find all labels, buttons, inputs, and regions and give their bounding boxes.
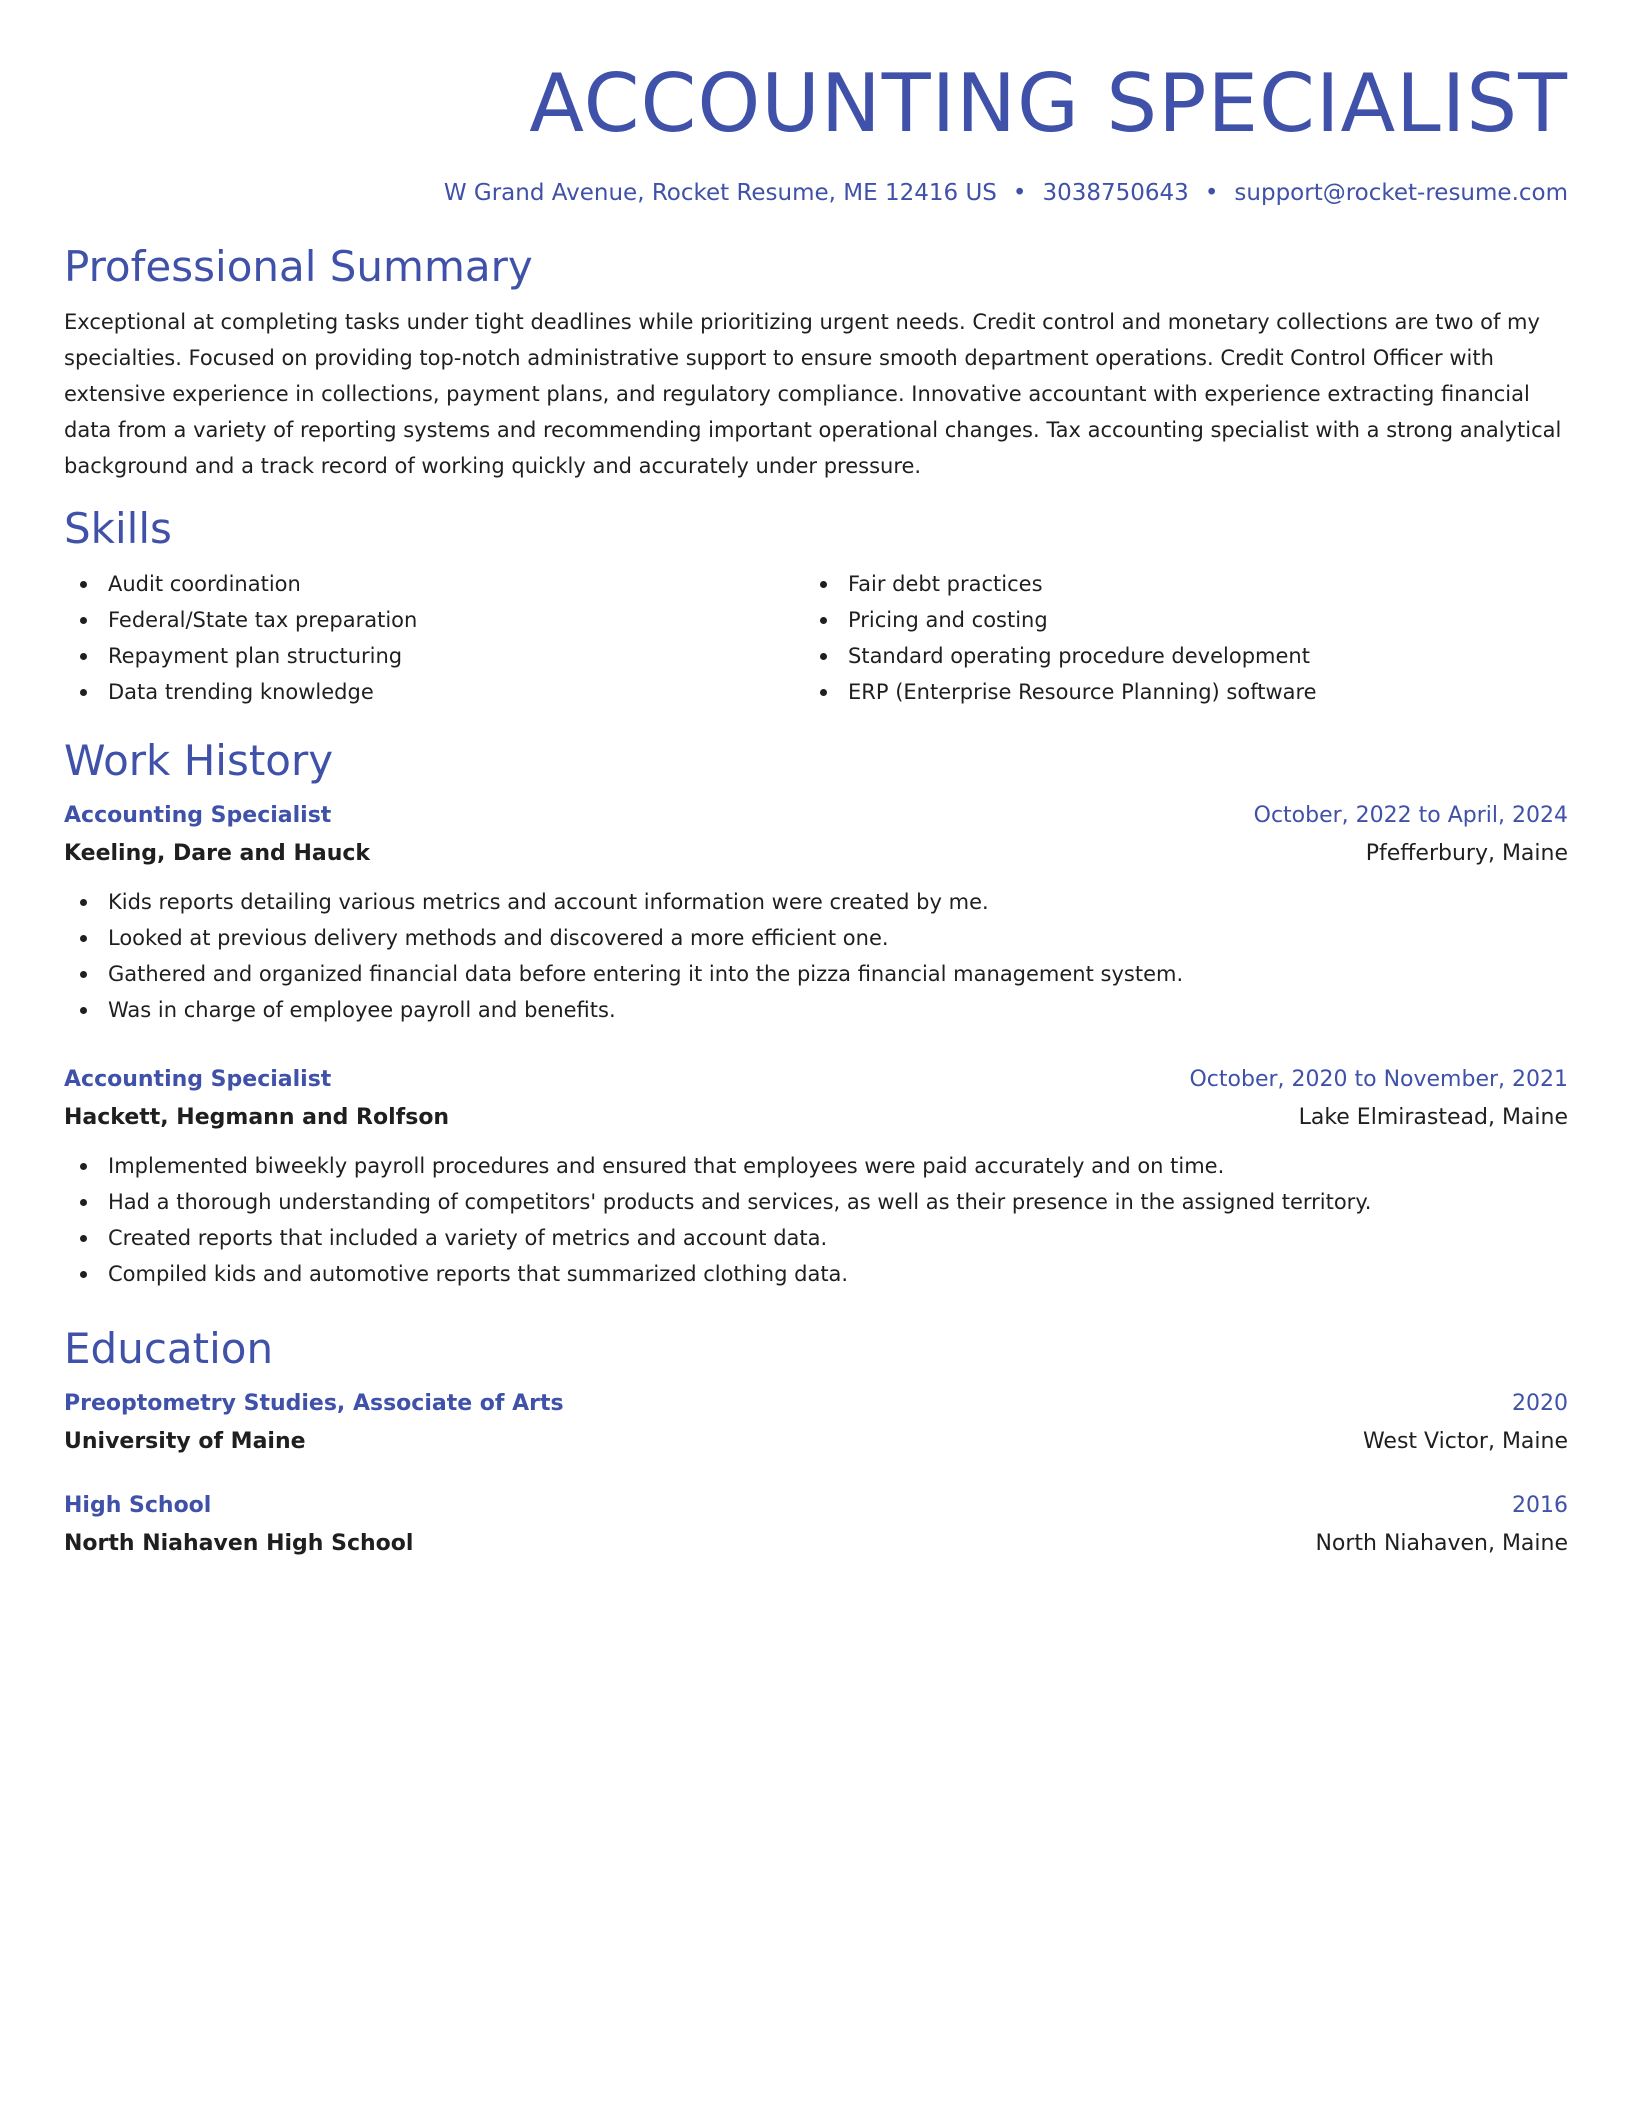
- candidate-title: ACCOUNTING SPECIALIST: [529, 57, 1568, 150]
- bullet-icon: [80, 581, 87, 588]
- bullet-icon: [820, 689, 827, 696]
- job-bullet: Had a thorough understanding of competitors' products and services, as well as their presence in the assigned territory.: [64, 1184, 1568, 1220]
- contact-phone: 3038750643: [1042, 180, 1189, 206]
- school-location: West Victor, Maine: [1362, 1429, 1568, 1454]
- bullet-icon: [80, 935, 87, 942]
- summary-heading: Professional Summary: [64, 242, 533, 291]
- job-entry: [64, 798, 1568, 1028]
- skill-item: Fair debt practices: [804, 566, 1544, 602]
- bullet-icon: [80, 1235, 87, 1242]
- skill-item: Standard operating procedure development: [804, 638, 1544, 674]
- work-history-heading: Work History: [64, 736, 334, 785]
- bullet-icon: [80, 689, 87, 696]
- contact-separator: •: [1012, 180, 1027, 206]
- skills-grid: [64, 566, 1568, 710]
- school-name: University of Maine: [64, 1429, 306, 1454]
- bullet-icon: [820, 653, 827, 660]
- job-location: Lake Elmirastead, Maine: [1298, 1105, 1568, 1130]
- resume-header: [64, 56, 1568, 208]
- bullet-icon: [80, 653, 87, 660]
- bullet-icon: [80, 1199, 87, 1206]
- degree-title: Preoptometry Studies, Associate of Arts: [64, 1391, 564, 1416]
- skill-item: ERP (Enterprise Resource Planning) software: [804, 674, 1544, 710]
- education-year: 2020: [1512, 1391, 1568, 1416]
- job-company: Hackett, Hegmann and Rolfson: [64, 1105, 450, 1130]
- bullet-icon: [80, 1163, 87, 1170]
- bullet-icon: [820, 581, 827, 588]
- job-bullet: Kids reports detailing various metrics and account information were created by me.: [64, 884, 1568, 920]
- job-title: Accounting Specialist: [64, 803, 332, 828]
- skills-heading: Skills: [64, 504, 172, 553]
- skills-column-left: [64, 566, 804, 710]
- education-entry: [64, 1386, 1568, 1462]
- job-dates: October, 2020 to November, 2021: [1189, 1067, 1568, 1092]
- education-heading: Education: [64, 1324, 274, 1373]
- bullet-icon: [80, 1271, 87, 1278]
- job-bullet: Looked at previous delivery methods and discovered a more efficient one.: [64, 920, 1568, 956]
- job-bullet: Was in charge of employee payroll and benefits.: [64, 992, 1568, 1028]
- job-entry: [64, 1062, 1568, 1292]
- bullet-icon: [80, 1007, 87, 1014]
- job-company: Keeling, Dare and Hauck: [64, 841, 371, 866]
- job-bullet: Compiled kids and automotive reports that summarized clothing data.: [64, 1256, 1568, 1292]
- summary-text: Exceptional at completing tasks under tight deadlines while prioritizing urgent needs. Credit control and monetary collections are two of my specialties. Focused on providing top-notch administrative support to ensure smooth department operations. Credit Control Officer with extensive experience in collections, payment plans, and regulatory compliance. Innovative accountant with experience extracting financial data from a variety of reporting systems and recommending important operational changes. Tax accounting specialist with a strong analytical background and a track record of working quickly and accurately under pressure.: [64, 310, 1562, 478]
- education-entry: [64, 1488, 1568, 1564]
- skill-item: Federal/State tax preparation: [64, 602, 804, 638]
- contact-line: [64, 178, 1568, 208]
- bullet-icon: [80, 899, 87, 906]
- job-location: Pfefferbury, Maine: [1365, 841, 1568, 866]
- skill-item: Audit coordination: [64, 566, 804, 602]
- skills-column-right: [804, 566, 1544, 710]
- job-bullet: Implemented biweekly payroll procedures and ensured that employees were paid accurately and on time.: [64, 1148, 1568, 1184]
- job-bullet: Created reports that included a variety of metrics and account data.: [64, 1220, 1568, 1256]
- bullet-icon: [80, 617, 87, 624]
- school-location: North Niahaven, Maine: [1315, 1531, 1568, 1556]
- skill-item: Pricing and costing: [804, 602, 1544, 638]
- job-title: Accounting Specialist: [64, 1067, 332, 1092]
- job-bullet: Gathered and organized financial data before entering it into the pizza financial management system.: [64, 956, 1568, 992]
- bullet-icon: [820, 617, 827, 624]
- contact-email[interactable]: support@rocket-resume.com: [1234, 180, 1568, 206]
- contact-separator: •: [1204, 180, 1219, 206]
- skill-item: Data trending knowledge: [64, 674, 804, 710]
- education-year: 2016: [1512, 1493, 1568, 1518]
- degree-title: High School: [64, 1493, 212, 1518]
- job-dates: October, 2022 to April, 2024: [1253, 803, 1568, 828]
- skill-item: Repayment plan structuring: [64, 638, 804, 674]
- school-name: North Niahaven High School: [64, 1531, 414, 1556]
- bullet-icon: [80, 971, 87, 978]
- contact-address: W Grand Avenue, Rocket Resume, ME 12416 US: [443, 180, 997, 206]
